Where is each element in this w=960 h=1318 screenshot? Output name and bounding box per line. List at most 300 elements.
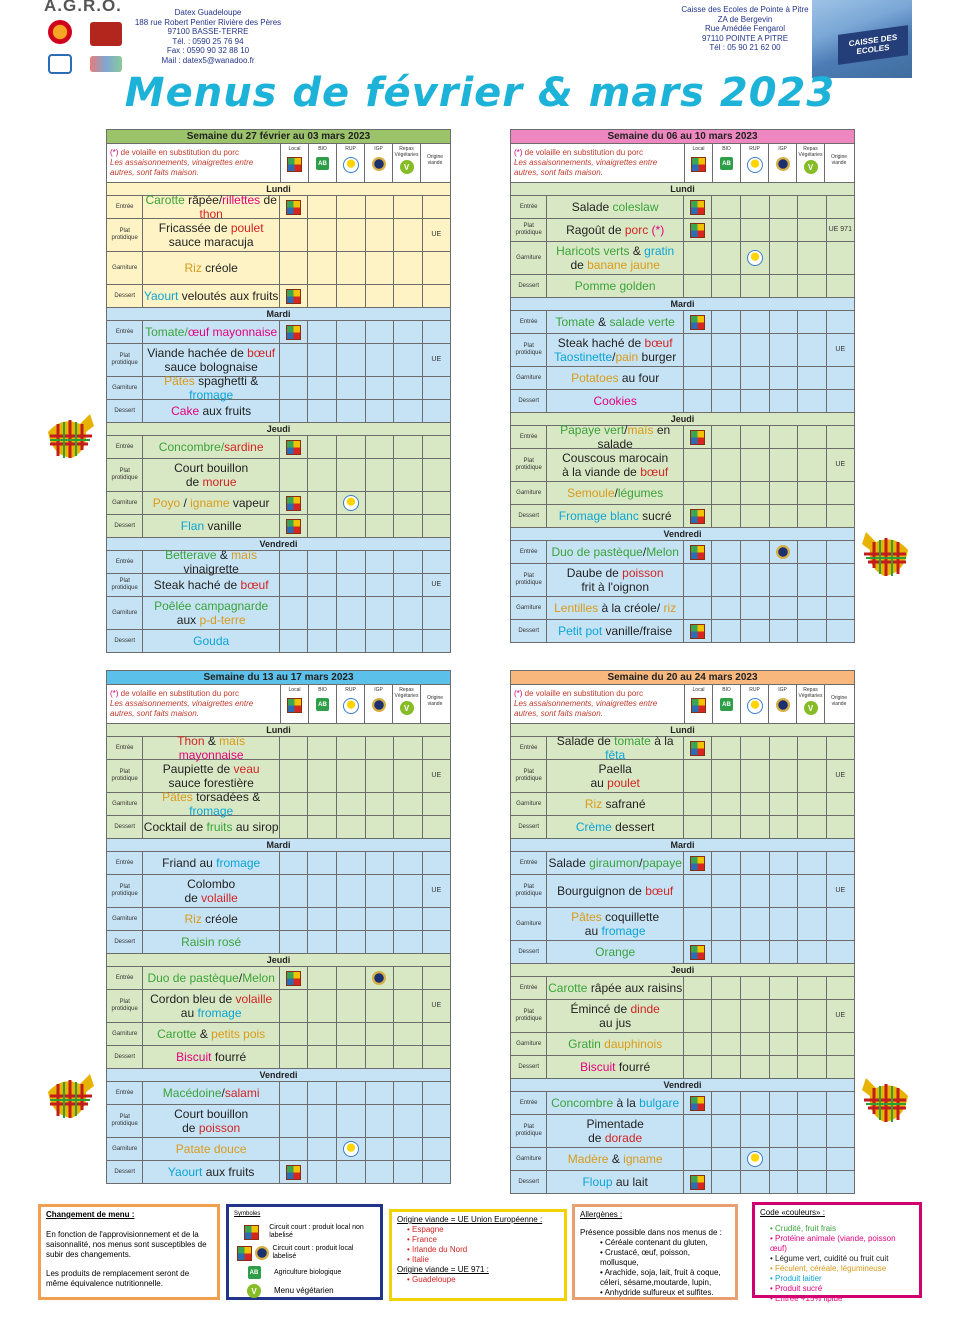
dish-name	[143, 931, 280, 953]
menu-row	[511, 1000, 854, 1033]
legend-changement-p1: En fonction de l'approvisionnement et de la saisonnalité, nos menus sont susceptibles de subir des changements.	[46, 1230, 207, 1259]
icon-cell	[280, 196, 309, 218]
icon-cell	[280, 931, 309, 953]
category-label: Garniture	[511, 482, 547, 504]
origin-cell	[423, 219, 451, 251]
category-label: Dessert	[107, 630, 143, 652]
legend-list-item	[397, 1235, 559, 1245]
origin-cell	[423, 793, 451, 815]
rup-icon	[747, 157, 763, 173]
menu-row	[511, 311, 854, 334]
local-icon	[690, 430, 705, 445]
icon-cell	[366, 1105, 395, 1137]
origin-cell	[827, 875, 855, 907]
dish-part: Cocktail de	[143, 820, 207, 834]
origin-cell	[423, 908, 451, 930]
dish-name	[143, 597, 280, 629]
origin-cell	[827, 390, 855, 412]
legend-changement-title: Changement de menu :	[46, 1210, 135, 1219]
menu-row	[107, 285, 450, 308]
category-label: Plat protidique	[107, 574, 143, 596]
icon-cell	[798, 367, 827, 389]
icon-cell	[712, 941, 741, 963]
dish-part: Patate douce	[175, 1142, 247, 1156]
dish-name	[547, 196, 684, 218]
dish-part: Potatoes	[571, 371, 622, 385]
icon-cell	[712, 311, 741, 333]
icon-cell	[712, 852, 741, 874]
address-line: 188 rue Robert Pentier Rivière des Pères	[134, 17, 282, 27]
dish-part: de	[182, 1121, 199, 1135]
dish-name	[547, 541, 684, 563]
category-label: Garniture	[107, 793, 143, 815]
legend-item-text: Arachide, soja, lait, fruit à coque, céleri, sésame,moutarde, lupin,	[600, 1268, 721, 1287]
dish-name	[547, 1092, 684, 1114]
dish-part: Bourguignon de	[557, 884, 646, 898]
dish-name	[143, 734, 280, 762]
dish-name	[143, 1161, 280, 1183]
dish-part: Duo de pastèque	[147, 971, 239, 985]
icon-cell	[366, 875, 395, 907]
icon-cell	[684, 941, 713, 963]
menu-row	[107, 321, 450, 344]
icon-cell	[798, 564, 827, 596]
label-text: Local	[288, 146, 301, 152]
origin-cell	[827, 793, 855, 815]
bio-icon: AB	[316, 698, 329, 711]
origin-cell	[423, 515, 451, 537]
category-label: Dessert	[107, 400, 143, 422]
bio-icon: AB	[248, 1266, 261, 1279]
dish-name	[143, 990, 280, 1022]
day-label: Jeudi	[107, 954, 450, 967]
dish-part: Orange	[595, 945, 636, 959]
menu-row	[107, 492, 450, 515]
origin-cell	[827, 816, 855, 838]
legend-symbol-1: Circuit court : produit local non labelisé	[269, 1224, 364, 1239]
icon-cell	[308, 459, 337, 491]
icon-cell	[308, 760, 337, 792]
icon-cell	[394, 760, 423, 792]
bio-icon: AB	[720, 157, 733, 170]
icon-cell	[770, 196, 799, 218]
legend-list-item	[397, 1225, 559, 1235]
dish-part: à la viande de	[562, 465, 641, 479]
color-code-text: Produit laitier	[775, 1274, 822, 1283]
dish-part: de	[570, 258, 588, 272]
icon-cell	[280, 630, 309, 652]
dish-part: Pimentade	[586, 1117, 644, 1131]
dish-name	[547, 1148, 684, 1170]
bullet-icon: •	[770, 1234, 776, 1243]
color-code-text: Féculent, céréale, légumineuse	[775, 1264, 887, 1273]
icon-cell	[337, 1105, 366, 1137]
day-label: Vendredi	[511, 528, 854, 541]
origin-cell	[827, 219, 855, 241]
icon-cell	[366, 737, 395, 759]
legend-symbols	[226, 1204, 383, 1300]
meat-origin: UE	[835, 1012, 846, 1019]
icon-cell	[308, 875, 337, 907]
legend-item-text: France	[412, 1235, 437, 1244]
label-text: IGP	[374, 146, 383, 152]
menu-row	[107, 374, 450, 402]
dish-part: aux fruits	[205, 1165, 255, 1179]
legend-origine-title2: Origine viande = UE 971 :	[397, 1265, 489, 1274]
label-text: Local	[692, 687, 705, 693]
category-label: Plat protidique	[511, 334, 547, 366]
dish-part: râpée aux raisins	[590, 981, 683, 995]
origin-cell	[423, 321, 451, 343]
agro-logo-badge-icon	[48, 20, 76, 44]
dish-part: Taostinette	[554, 350, 613, 364]
meat-origin: UE	[431, 772, 442, 779]
dish-part: au	[590, 776, 608, 790]
menu-row	[511, 1171, 854, 1193]
icon-cell	[337, 908, 366, 930]
icon-cell	[308, 1105, 337, 1137]
icon-cell	[337, 196, 366, 218]
color-code-item	[770, 1254, 914, 1264]
week-table-4	[510, 670, 855, 1194]
dish-part: Paella	[598, 762, 632, 776]
icon-cell	[394, 1082, 423, 1104]
icon-cell	[770, 760, 799, 792]
icon-cell	[712, 1115, 741, 1147]
label-column-0	[281, 144, 309, 182]
dish-part: veloutés aux fruits	[181, 289, 279, 303]
igp-icon	[372, 157, 386, 171]
icon-cell	[770, 505, 799, 527]
dish-part: Madère	[567, 1152, 612, 1166]
origin-cell	[423, 252, 451, 284]
origin-cell	[423, 1105, 451, 1137]
label-column-5	[825, 685, 853, 723]
dish-name	[547, 311, 684, 333]
agro-logo: A.G.R.O.	[44, 0, 122, 15]
icon-cell	[308, 377, 337, 399]
dish-part: Betterave	[165, 548, 220, 562]
partner-logo-icon	[90, 22, 122, 46]
bullet-icon: •	[600, 1288, 605, 1297]
bullet-icon: •	[407, 1225, 413, 1234]
icon-cell	[798, 1092, 827, 1114]
local-icon	[286, 200, 301, 215]
color-code-item	[770, 1264, 914, 1274]
icon-cell	[308, 515, 337, 537]
icon-cell	[741, 482, 770, 504]
menu-row	[107, 193, 450, 221]
menu-row	[107, 790, 450, 818]
dish-part: vanille/fraise	[605, 624, 673, 638]
dish-part: &	[611, 1152, 624, 1166]
dish-name	[547, 734, 684, 762]
icon-cell	[798, 311, 827, 333]
icon-cell	[712, 541, 741, 563]
icon-cell	[798, 1171, 827, 1193]
icon-cell	[394, 597, 423, 629]
dish-name	[547, 1115, 684, 1147]
local-icon	[690, 1175, 705, 1190]
icon-cell	[308, 931, 337, 953]
icon-cell	[280, 1082, 309, 1104]
icon-cell	[770, 597, 799, 619]
dish-part: Duo de pastèque	[551, 545, 643, 559]
dish-part: sauce forestière	[168, 776, 254, 790]
origin-cell	[827, 1171, 855, 1193]
photo-sign: CAISSE DES ECOLES	[838, 25, 908, 65]
address-line: 97100 BASSE-TERRE	[167, 27, 249, 36]
icon-cell	[308, 1082, 337, 1104]
icon-cell	[366, 597, 395, 629]
menu-row	[511, 734, 854, 762]
origin-cell	[827, 908, 855, 940]
category-label: Plat protidique	[511, 760, 547, 792]
origin-cell	[423, 597, 451, 629]
menu-row	[511, 482, 854, 505]
category-label: Entrée	[107, 737, 143, 759]
dish-name	[547, 242, 684, 274]
bullet-icon: •	[407, 1275, 413, 1284]
icon-cell	[394, 816, 423, 838]
label-text: Local	[692, 146, 705, 152]
menu-row	[511, 1092, 854, 1115]
label-text: RUP	[749, 146, 760, 152]
icon-cell	[394, 285, 423, 307]
label-text: Origine viande	[830, 695, 848, 707]
icon-cell	[712, 1000, 741, 1032]
dish-part: Yaourt	[143, 289, 182, 303]
category-label: Dessert	[511, 275, 547, 297]
dish-part: /	[624, 423, 628, 437]
dish-part: maïs	[231, 548, 258, 562]
menu-row	[511, 852, 854, 875]
icon-cell	[741, 908, 770, 940]
note-line1: de volaille en substitution du porc	[522, 689, 643, 698]
dish-name	[547, 597, 684, 619]
icon-cell	[308, 597, 337, 629]
icon-cell	[741, 941, 770, 963]
label-text: IGP	[778, 146, 787, 152]
dish-name	[143, 219, 280, 251]
origin-cell	[827, 367, 855, 389]
label-column-2	[337, 685, 365, 723]
page-title: Menus de février & mars 2023	[124, 70, 836, 116]
dish-part: /	[639, 856, 643, 870]
dish-part: Carotte	[157, 1027, 200, 1041]
icon-cell	[798, 1033, 827, 1055]
label-text: Origine viande	[426, 695, 444, 707]
origin-cell	[423, 1023, 451, 1045]
bio-icon: AB	[720, 698, 733, 711]
local-icon	[244, 1225, 259, 1240]
day-label: Vendredi	[511, 1079, 854, 1092]
origin-cell	[827, 1056, 855, 1078]
icon-cell	[712, 505, 741, 527]
icon-cell	[337, 630, 366, 652]
dish-part: Paupiette de	[162, 762, 234, 776]
dish-part: Fricassée de	[158, 221, 231, 235]
label-text: Origine viande	[830, 154, 848, 166]
dish-part: bœuf	[240, 578, 269, 592]
icon-cell	[741, 1171, 770, 1193]
category-label: Garniture	[511, 367, 547, 389]
dish-name	[547, 423, 684, 451]
igp-icon	[372, 698, 386, 712]
dish-part: Salade de	[556, 734, 615, 748]
menu-row	[107, 436, 450, 459]
dish-part: Court bouillon	[174, 461, 249, 475]
icon-cell	[366, 196, 395, 218]
meat-origin: UE	[431, 231, 442, 238]
category-label: Dessert	[511, 505, 547, 527]
dish-name	[547, 977, 684, 999]
dish-part: igname	[623, 1152, 663, 1166]
icon-cell	[366, 816, 395, 838]
icon-cell	[712, 977, 741, 999]
color-code-item	[770, 1274, 914, 1284]
icon-cell	[741, 449, 770, 481]
legend-allergenes-intro: Présence possible dans nos menus de :	[580, 1228, 722, 1237]
menu-row	[511, 505, 854, 528]
icon-cell	[770, 564, 799, 596]
icon-cell	[366, 344, 395, 376]
icon-cell	[308, 196, 337, 218]
label-text: Local	[288, 687, 301, 693]
dish-part: bœuf	[645, 884, 674, 898]
legend-list-item	[590, 1268, 730, 1288]
icon-cell	[798, 793, 827, 815]
dish-part: Papaye vert	[560, 423, 625, 437]
origin-cell	[423, 737, 451, 759]
icon-cell	[798, 908, 827, 940]
icon-cell	[308, 344, 337, 376]
madras-headscarf-icon	[44, 410, 98, 462]
icon-cell	[280, 793, 309, 815]
dish-part: vinaigrette	[183, 562, 239, 576]
legend-couleurs	[752, 1202, 922, 1303]
dish-name	[143, 574, 280, 596]
icon-cell	[798, 426, 827, 448]
icon-cell	[684, 1092, 713, 1114]
dish-part: Crème	[575, 820, 616, 834]
dish-part: Riz	[184, 912, 206, 926]
address-line: ZA de Bergevin	[717, 14, 773, 24]
icon-cell	[366, 908, 395, 930]
icon-cell	[280, 1138, 309, 1160]
icon-cell	[280, 967, 309, 989]
menu-row	[511, 242, 854, 275]
icon-cell	[741, 1148, 770, 1170]
icon-cell	[366, 793, 395, 815]
icon-cell	[770, 816, 799, 838]
icon-cell	[366, 967, 395, 989]
dish-name	[143, 344, 280, 376]
meat-origin: UE	[835, 461, 846, 468]
supplier-address	[128, 8, 288, 65]
building-photo	[812, 0, 912, 78]
origin-cell	[827, 505, 855, 527]
label-text: BIO	[318, 146, 327, 152]
dish-part: poisson	[622, 566, 664, 580]
origin-cell	[423, 875, 451, 907]
label-column-2	[337, 144, 365, 182]
icon-cell	[308, 793, 337, 815]
dish-part: &	[598, 315, 610, 329]
icon-cell	[684, 737, 713, 759]
icon-cell	[712, 1056, 741, 1078]
category-label: Plat protidique	[107, 990, 143, 1022]
legend-changement	[38, 1204, 220, 1300]
dish-part: Daube de	[566, 566, 623, 580]
icon-cell	[337, 377, 366, 399]
icon-cell	[770, 620, 799, 642]
legend-list-item	[397, 1245, 559, 1255]
icon-cell	[798, 941, 827, 963]
origin-cell	[827, 1033, 855, 1055]
icon-cell	[684, 760, 713, 792]
icon-cell	[394, 492, 423, 514]
dish-part: Carotte	[548, 981, 591, 995]
category-label: Entrée	[107, 321, 143, 343]
icon-cell	[741, 1092, 770, 1114]
icon-cell	[280, 875, 309, 907]
dish-name	[143, 908, 280, 930]
icon-cell	[337, 551, 366, 573]
icon-cell	[741, 275, 770, 297]
dish-part: Steak haché de	[153, 578, 241, 592]
dish-name	[143, 492, 280, 514]
category-label: Plat protidique	[107, 459, 143, 491]
icon-cell	[712, 564, 741, 596]
day-label: Mardi	[107, 839, 450, 852]
icon-cell	[684, 219, 713, 241]
icon-cell	[394, 551, 423, 573]
icon-cell	[741, 219, 770, 241]
color-code-text: Protéine animale (viande, poisson œuf)	[770, 1234, 896, 1253]
menu-row	[107, 515, 450, 538]
menu-row	[107, 1023, 450, 1046]
dish-name	[143, 374, 280, 402]
icon-cell	[770, 242, 799, 274]
dish-part: Steak haché de	[557, 336, 645, 350]
icon-cell	[337, 219, 366, 251]
label-column-4	[393, 144, 421, 182]
icon-cell	[280, 597, 309, 629]
week-title: Semaine du 13 au 17 mars 2023	[107, 671, 450, 685]
dish-part: Fromage blanc	[558, 509, 643, 523]
icon-cell	[337, 852, 366, 874]
vegetarian-icon: V	[400, 701, 414, 715]
menu-row	[511, 597, 854, 620]
dish-part: Salade	[548, 856, 590, 870]
icon-cell	[684, 482, 713, 504]
icon-cell	[280, 737, 309, 759]
dish-part: aux	[176, 613, 200, 627]
icon-cell	[712, 196, 741, 218]
icon-cell	[684, 426, 713, 448]
dish-part: Cordon bleu de	[150, 992, 236, 1006]
origin-cell	[827, 760, 855, 792]
madras-headscarf-icon	[858, 528, 912, 580]
dish-part: à la	[616, 1096, 640, 1110]
icon-cell	[366, 252, 395, 284]
legend-item-text: Anhydride sulfureux et sulfites.	[604, 1288, 714, 1297]
dish-name	[547, 275, 684, 297]
local-icon	[287, 698, 302, 713]
label-column-1	[713, 144, 741, 182]
menu-row	[107, 852, 450, 875]
